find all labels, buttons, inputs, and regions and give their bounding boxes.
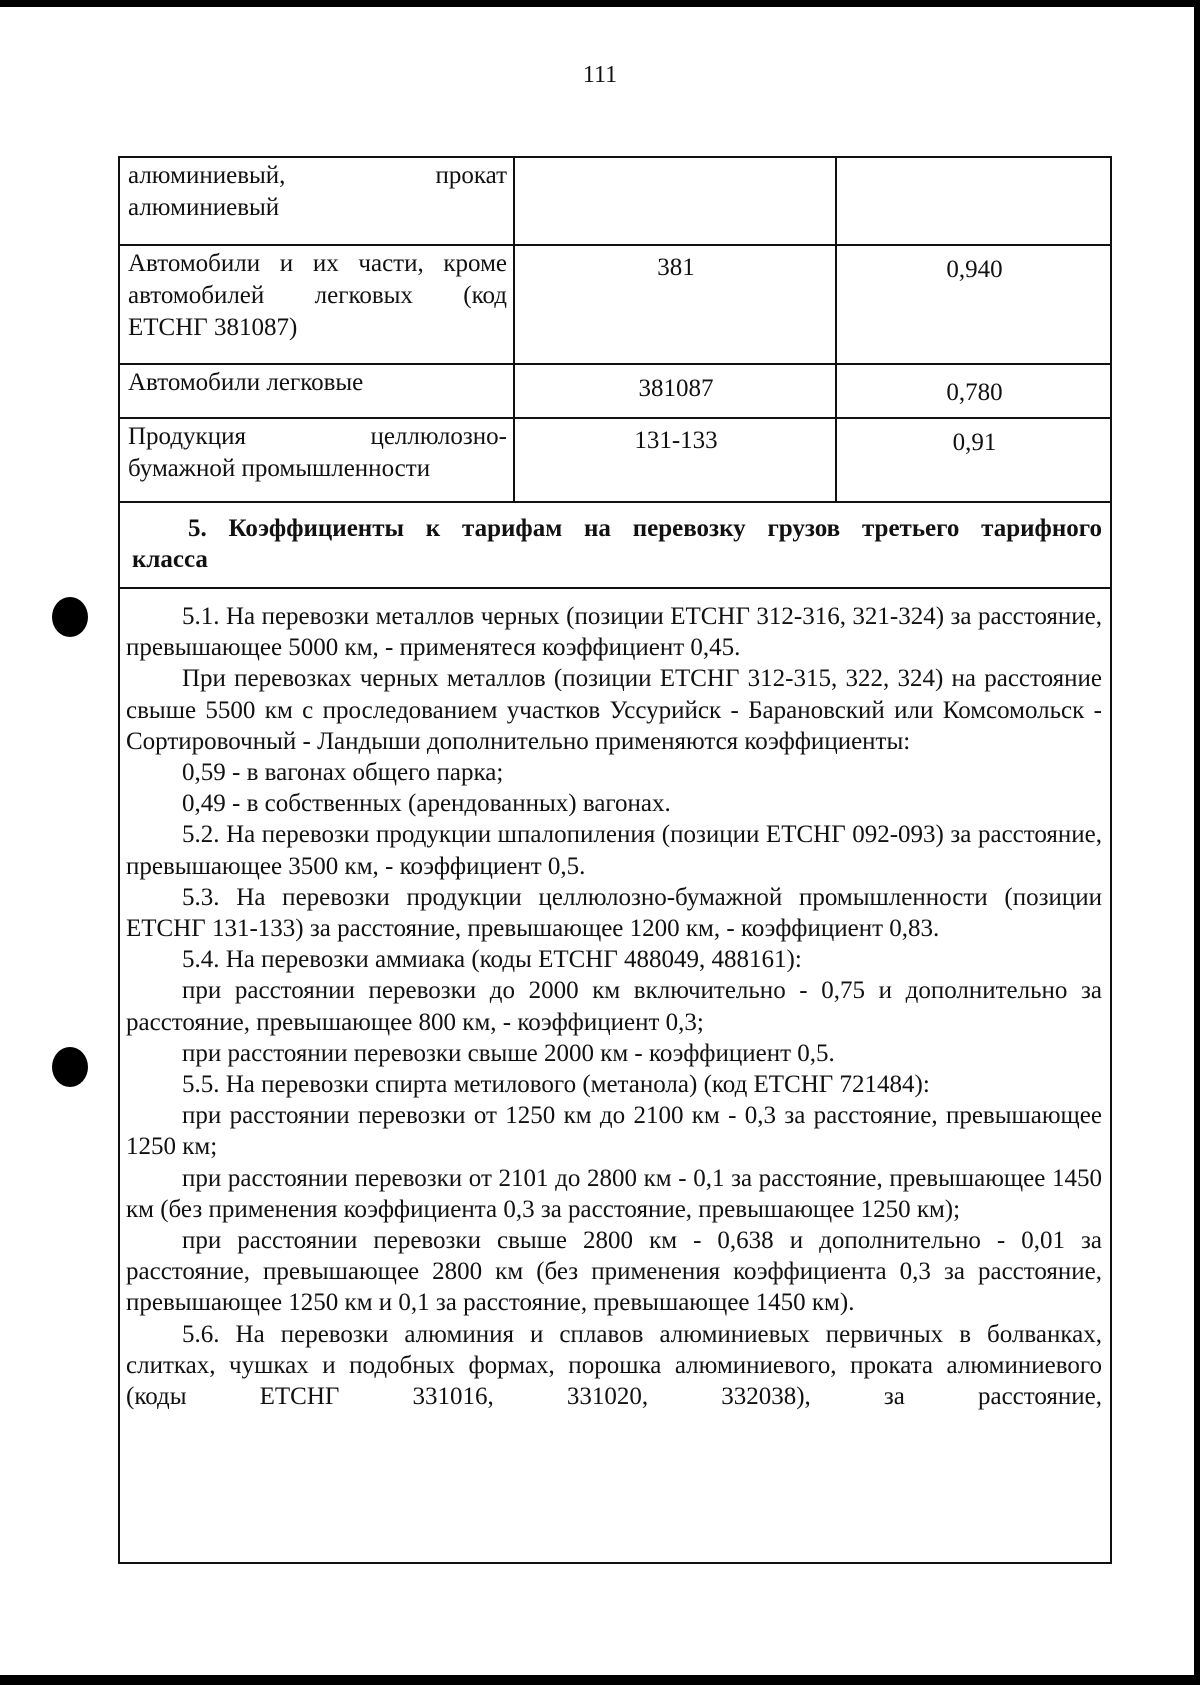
coefficient-cell: 0,91 <box>836 418 1110 502</box>
cargo-name-cell <box>120 364 514 418</box>
cargo-name-line: ЕТСНГ 381087) <box>128 314 298 341</box>
coefficient-cell <box>836 158 1110 245</box>
table-row <box>120 158 1110 245</box>
coefficient-cell: 0,940 <box>836 245 1110 364</box>
paragraph: при расстоянии перевозки до 2000 км включительно - 0,75 и дополнительно за расстояние, превышающее 800 км, - коэффициент 0,3; <box>126 977 1102 1036</box>
section-heading <box>120 503 1110 589</box>
cargo-name-line: бумажной промышленности <box>128 455 431 482</box>
paragraph: 5.5. На перевозки спирта метилового (метанола) (код ЕТСНГ 721484): <box>182 1071 930 1099</box>
coefficients-table <box>120 158 1110 503</box>
punch-hole <box>52 597 88 637</box>
cargo-name-line: прокат <box>435 162 507 189</box>
coefficient-cell: 0,780 <box>836 364 1110 418</box>
paragraph: 0,49 - в собственных (арендованных) вагонах. <box>182 790 671 818</box>
scan-edge-top <box>0 0 1200 7</box>
paragraph: 5.4. На перевозки аммиака (коды ЕТСНГ 488049, 488161): <box>182 946 802 974</box>
paragraph: 5.3. На перевозки продукции целлюлозно-бумажной промышленности (позиции ЕТСНГ 131-133) за расстояние, превышающее 1200 км, - коэффициент 0,83. <box>126 883 1102 943</box>
etsng-code-cell: 381 <box>514 245 836 364</box>
paragraph: 5.1. На перевозки металлов черных (позиции ЕТСНГ 312-316, 321-324) за расстояние, превышающее 5000 км, - применятеся коэффициент 0,45. <box>126 603 1102 662</box>
paragraph: при расстоянии перевозки свыше 2800 км - 0,638 и дополнительно - 0,01 за расстояние, превышающее 2800 км (без применения коэффициента 0,3 за расстояние, превышающее 1250 км и 0,1 за расстояние, превышающее 1450 км). <box>126 1227 1102 1317</box>
cargo-name-line: алюминиевый, <box>128 162 286 189</box>
punch-hole <box>52 1047 88 1087</box>
paragraph: 5.2. На перевозки продукции шпалопиления (позиции ЕТСНГ 092-093) за расстояние, превышающее 3500 км, - коэффициент 0,5. <box>126 821 1102 880</box>
section-body <box>120 589 1110 1412</box>
paragraph: При перевозках черных металлов (позиции ЕТСНГ 312-315, 322, 324) на расстояние свыше 5500 км с проследованием участков Уссурийск - Барановский или Комсомольск - Сортировочный - Ландыши дополнительно применяются коэффициенты: <box>126 665 1102 755</box>
cargo-name-line: алюминиевый <box>128 194 280 221</box>
table-row <box>120 245 1110 364</box>
etsng-code-cell: 131-133 <box>514 418 836 502</box>
paragraph: 0,59 - в вагонах общего парка; <box>182 759 504 787</box>
cargo-name-cell <box>120 158 514 245</box>
table-row <box>120 364 1110 418</box>
cargo-name-line: Автомобили и их части, кроме <box>128 250 507 277</box>
cargo-name-line: целлюлозно- <box>370 423 507 450</box>
scan-edge-bottom <box>0 1675 1200 1685</box>
cargo-name-line: автомобилей легковых (код <box>128 282 507 309</box>
etsng-code-cell: 381087 <box>514 364 836 418</box>
cargo-name-cell <box>120 245 514 364</box>
paragraph: 5.6. На перевозки алюминия и сплавов алюминиевых первичных в болванках, слитках, чушках и подобных формах, порошка алюминиевого, проката алюминиевого (коды ЕТСНГ 331016, 331020, 332038), за расстояние, <box>126 1320 1102 1411</box>
scan-edge-right <box>1194 0 1200 1685</box>
paragraph: при расстоянии перевозки свыше 2000 км - коэффициент 0,5. <box>182 1039 835 1067</box>
document-frame <box>118 156 1112 1564</box>
cargo-name-cell <box>120 418 514 502</box>
page-number: 111 <box>582 62 618 88</box>
paragraph: при расстоянии перевозки от 1250 км до 2100 км - 0,3 за расстояние, превышающее 1250 км; <box>126 1102 1102 1161</box>
section-heading-line: класса <box>132 546 208 573</box>
section-heading-line: 5. Коэффициенты к тарифам на перевозку грузов третьего тарифного <box>188 515 1102 542</box>
cargo-name-line: Продукция <box>128 423 246 450</box>
etsng-code-cell <box>514 158 836 245</box>
cargo-name-line: Автомобили легковые <box>128 369 364 396</box>
paragraph: при расстоянии перевозки от 2101 до 2800 км - 0,1 за расстояние, превышающее 1450 км (без применения коэффициента 0,3 за расстояние, превышающее 1250 км); <box>126 1164 1102 1223</box>
table-row <box>120 418 1110 502</box>
